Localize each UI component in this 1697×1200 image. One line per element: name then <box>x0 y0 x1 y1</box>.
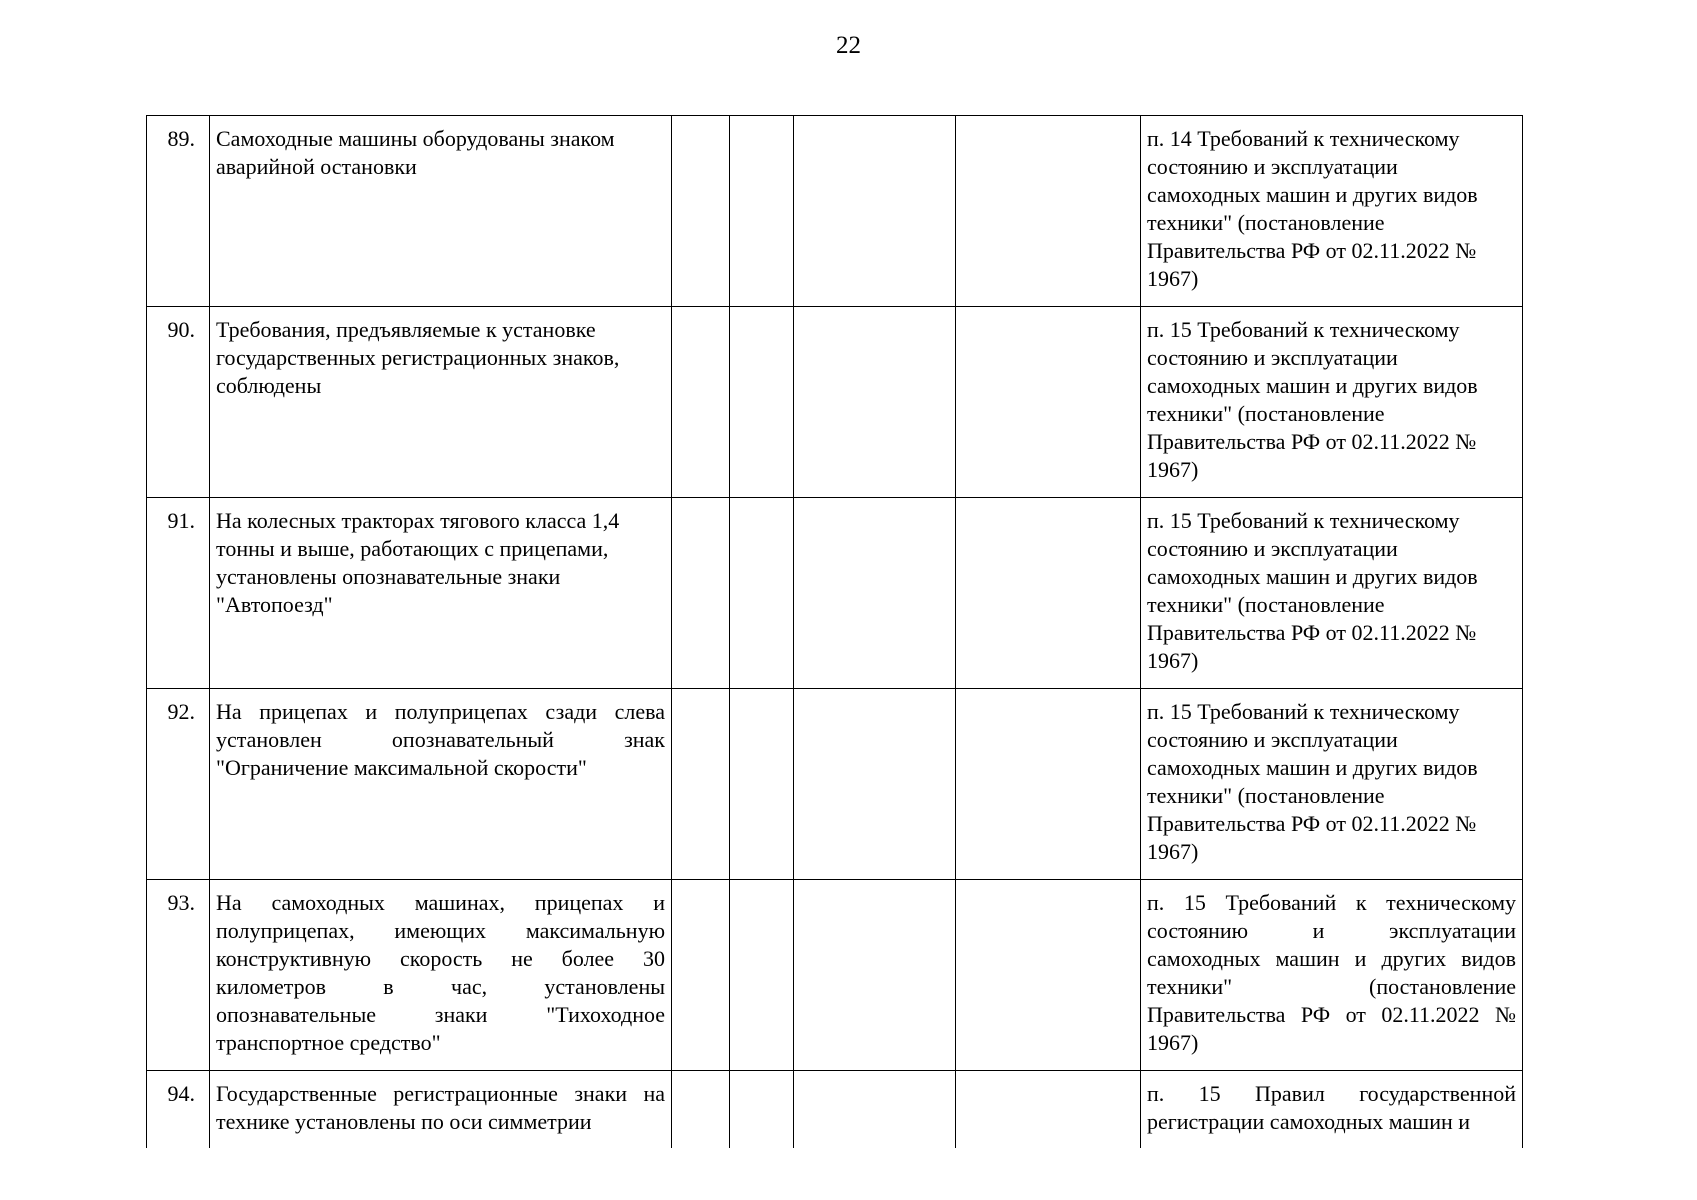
page-number: 22 <box>836 32 861 59</box>
empty-cell <box>794 1071 956 1148</box>
table-row <box>147 880 1523 1071</box>
row-number: 89. <box>147 116 210 307</box>
empty-cell <box>956 307 1141 498</box>
empty-cell <box>730 1071 794 1148</box>
empty-cell <box>672 1071 730 1148</box>
empty-cell <box>794 116 956 307</box>
empty-cell <box>794 689 956 880</box>
empty-cell <box>794 307 956 498</box>
table-row <box>147 116 1523 307</box>
requirements-table <box>146 115 1523 1148</box>
row-number: 90. <box>147 307 210 498</box>
empty-cell <box>672 498 730 689</box>
table-row <box>147 689 1523 880</box>
empty-cell <box>794 880 956 1071</box>
empty-cell <box>730 307 794 498</box>
empty-cell <box>730 116 794 307</box>
legal-reference: п. 15 Требований к техническому состоянию и эксплуатации самоходных машин и других видов техники" (постановление Правительства РФ от 02.11.2022 № 1967) <box>1141 880 1523 1071</box>
empty-cell <box>794 498 956 689</box>
table-row <box>147 498 1523 689</box>
row-number: 94. <box>147 1071 210 1148</box>
row-number: 91. <box>147 498 210 689</box>
empty-cell <box>730 880 794 1071</box>
empty-cell <box>730 498 794 689</box>
legal-reference: п. 14 Требований к техническому состоянию и эксплуатации самоходных машин и других видов техники" (постановление Правительства РФ от 02.11.2022 № 1967) <box>1141 116 1523 307</box>
empty-cell <box>956 498 1141 689</box>
table-row <box>147 307 1523 498</box>
empty-cell <box>672 689 730 880</box>
legal-reference: п. 15 Требований к техническому состоянию и эксплуатации самоходных машин и других видов техники" (постановление Правительства РФ от 02.11.2022 № 1967) <box>1141 307 1523 498</box>
legal-reference: п. 15 Правил государственной регистрации самоходных машин и <box>1141 1071 1523 1148</box>
legal-reference: п. 15 Требований к техническому состоянию и эксплуатации самоходных машин и других видов техники" (постановление Правительства РФ от 02.11.2022 № 1967) <box>1141 689 1523 880</box>
row-number: 92. <box>147 689 210 880</box>
row-number: 93. <box>147 880 210 1071</box>
empty-cell <box>672 307 730 498</box>
empty-cell <box>730 689 794 880</box>
legal-reference: п. 15 Требований к техническому состоянию и эксплуатации самоходных машин и других видов техники" (постановление Правительства РФ от 02.11.2022 № 1967) <box>1141 498 1523 689</box>
empty-cell <box>956 1071 1141 1148</box>
requirement-text: Требования, предъявляемые к установке государственных регистрационных знаков, соблюдены <box>210 307 672 498</box>
empty-cell <box>956 880 1141 1071</box>
requirement-text: Самоходные машины оборудованы знаком аварийной остановки <box>210 116 672 307</box>
empty-cell <box>956 689 1141 880</box>
empty-cell <box>956 116 1141 307</box>
empty-cell <box>672 116 730 307</box>
requirement-text: На прицепах и полуприцепах сзади слева установлен опознавательный знак "Ограничение максимальной скорости" <box>210 689 672 880</box>
requirement-text: На колесных тракторах тягового класса 1,4 тонны и выше, работающих с прицепами, установлены опознавательные знаки "Автопоезд" <box>210 498 672 689</box>
requirement-text: На самоходных машинах, прицепах и полуприцепах, имеющих максимальную конструктивную скорость не более 30 километров в час, установлены опознавательные знаки "Тихоходное транспортное средство" <box>210 880 672 1071</box>
requirement-text: Государственные регистрационные знаки на технике установлены по оси симметрии <box>210 1071 672 1148</box>
table-row <box>147 1071 1523 1148</box>
empty-cell <box>672 880 730 1071</box>
